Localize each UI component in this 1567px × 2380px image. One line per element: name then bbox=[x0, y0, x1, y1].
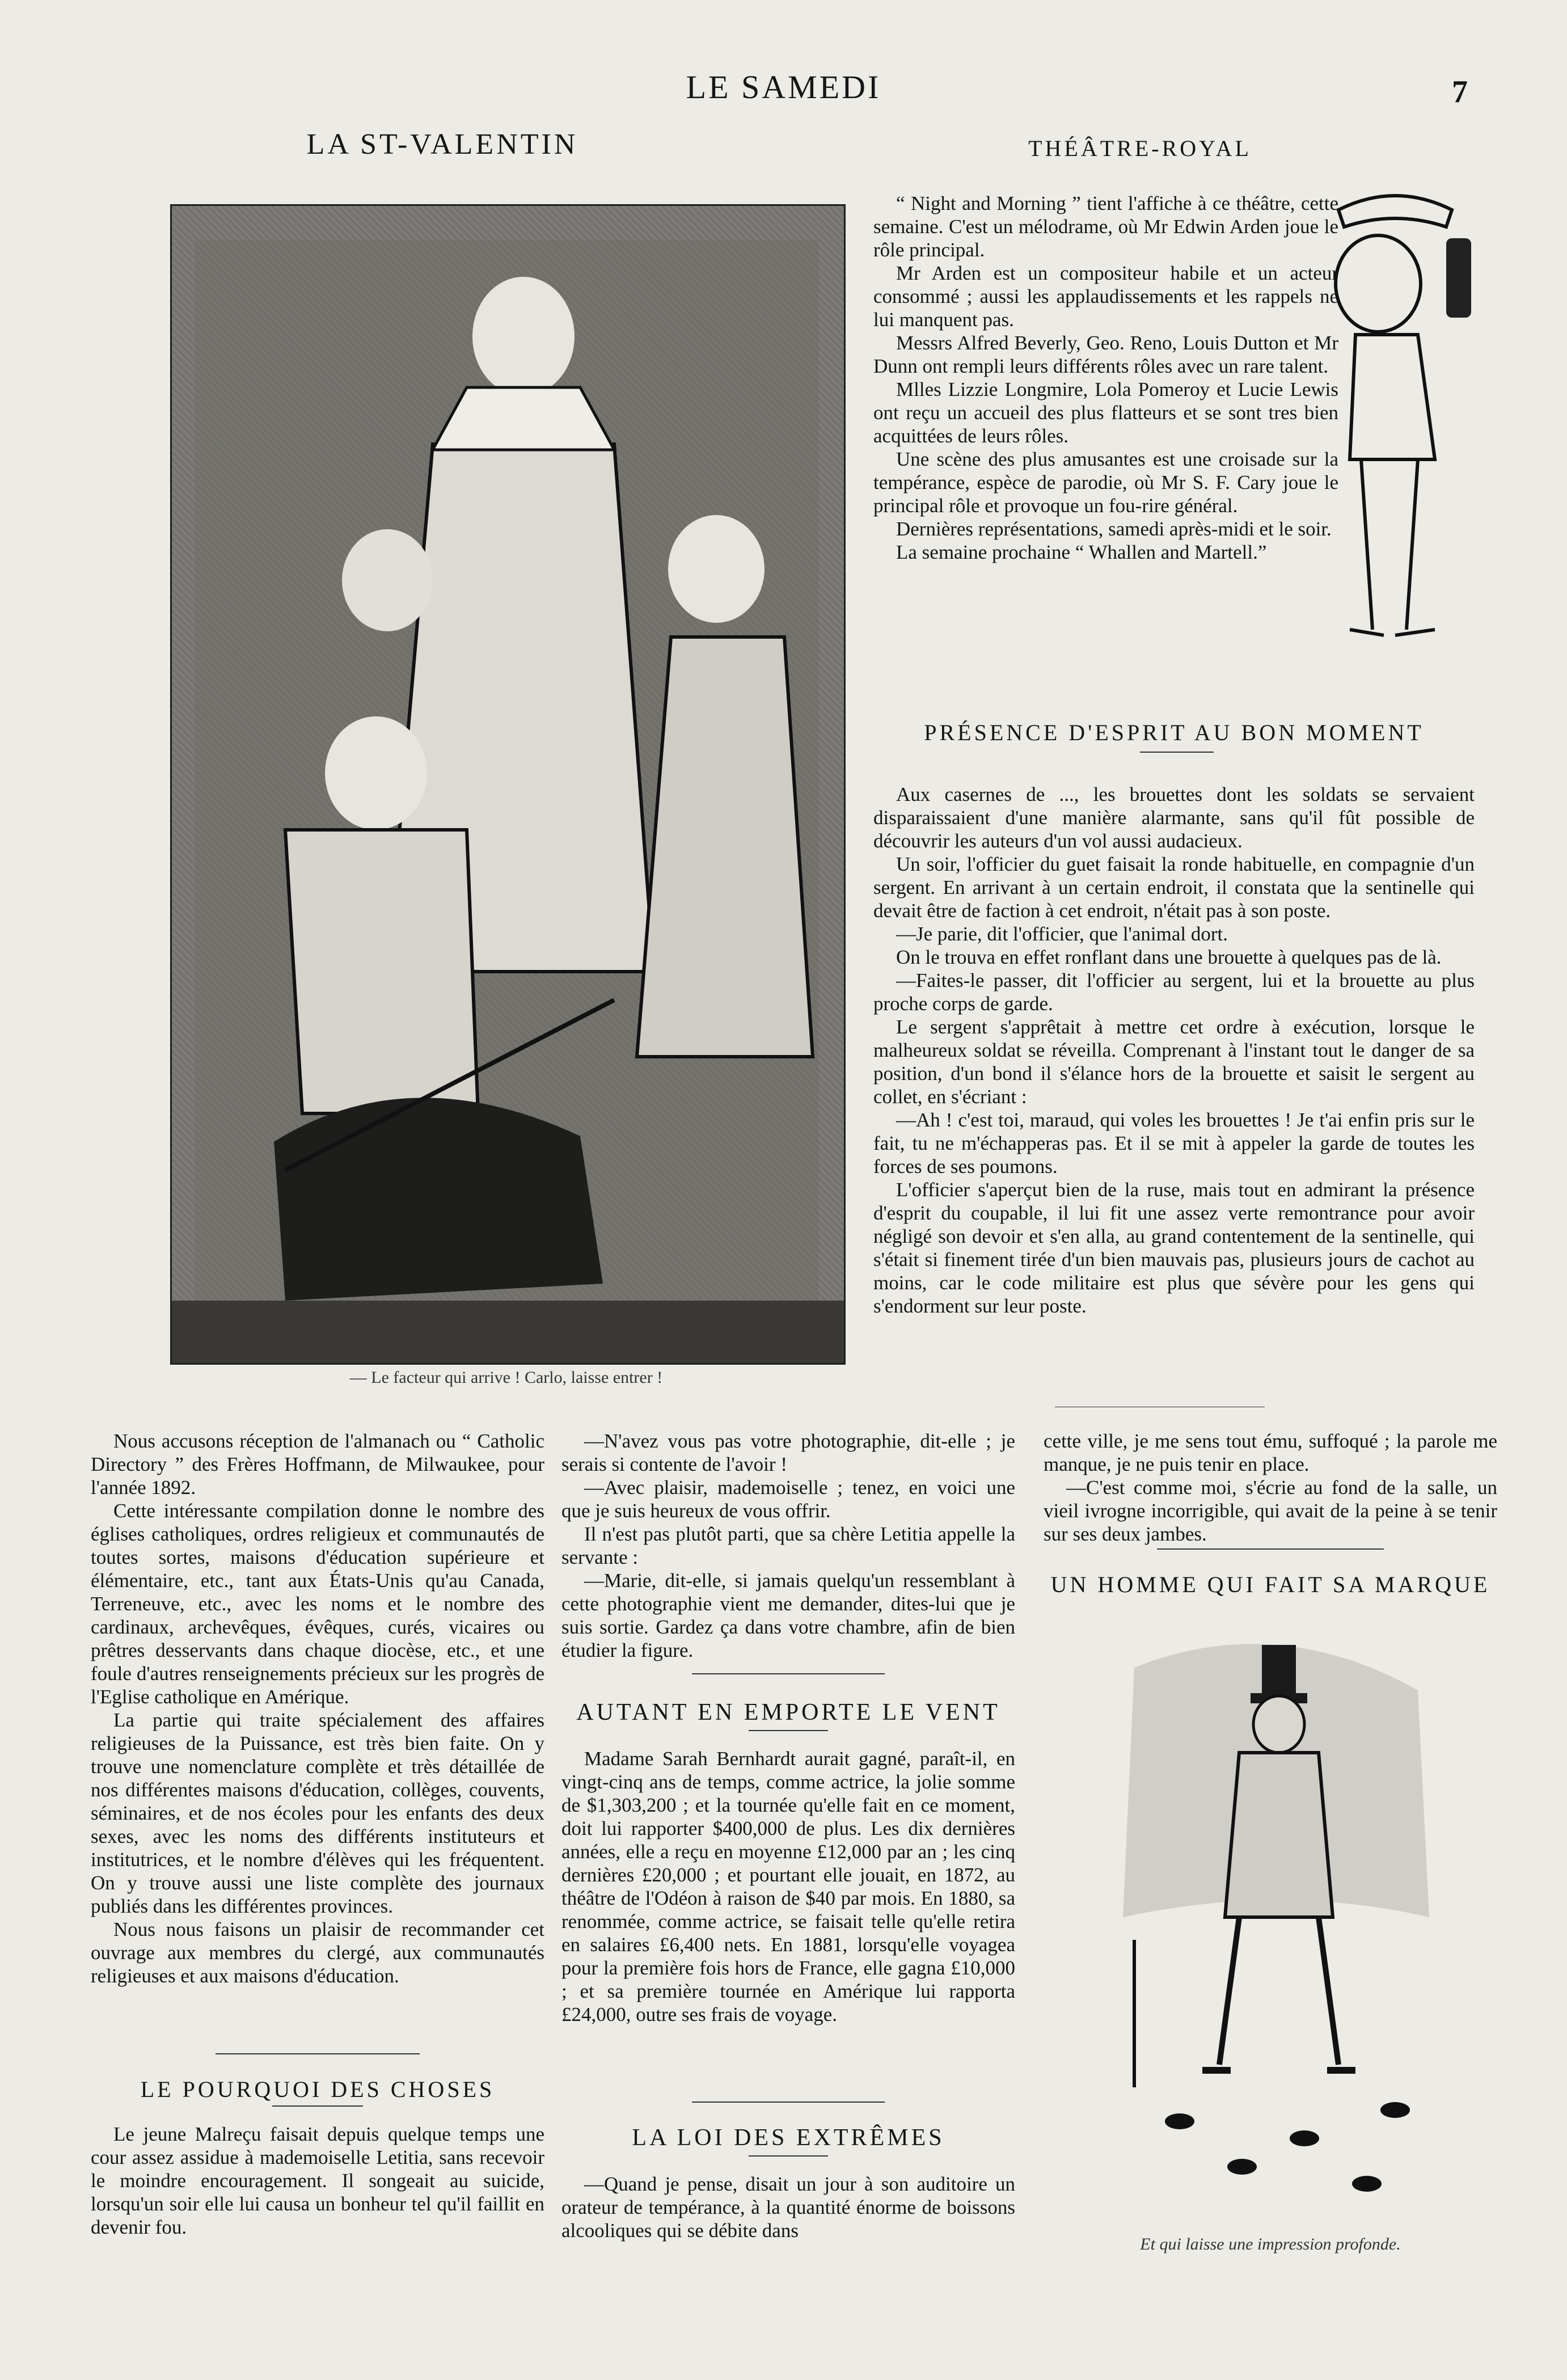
masthead-title: LE SAMEDI bbox=[686, 69, 881, 106]
autant-heading: AUTANT EN EMPORTE LE VENT bbox=[576, 1699, 1000, 1725]
theatre-heading: THÉÂTRE-ROYAL bbox=[1028, 136, 1252, 161]
page-number: 7 bbox=[1452, 74, 1468, 109]
presence-paragraph: —Ah ! c'est toi, maraud, qui voles les brouettes ! Je t'ai enfin pris sur le fait, tu ne m'échapperas pas. Et il se mit à appeler la garde de toutes les forces de ses poumons. bbox=[873, 1109, 1475, 1178]
theatre-article bbox=[873, 192, 1338, 564]
theatre-paragraph: “ Night and Morning ” tient l'affiche à ce théâtre, cette semaine. C'est un mélodrame, où Mr Edwin Arden joue le rôle principal. bbox=[873, 192, 1338, 261]
extremes-paragraph: —Quand je pense, disait un jour à son auditoire un orateur de tempérance, à la quantité énorme de boissons alcooliques qui se débite dans bbox=[561, 2173, 1015, 2242]
presence-paragraph: On le trouva en effet ronflant dans une brouette à quelques pas de là. bbox=[896, 946, 1442, 968]
presence-paragraph: Le sergent s'apprêtait à mettre cet ordre à exécution, lorsque le malheureux soldat se réveilla. Comprenant à l'instant tout le danger de sa position, d'un bond il s'élance hors de la brouette et saisit le sergent au collet, en s'écriant : bbox=[873, 1016, 1475, 1108]
autant-paragraph: Madame Sarah Bernhardt aurait gagné, paraît-il, en vingt-cinq ans de temps, comme actrice, la jolie somme de $1,303,200 ; et la tournée qu'elle fait en ce moment, doit lui rapporter $400,000 de plus. Les dix dernières années, elle a reçu en moyenne £12,000 par an ; les cinq dernières £20,000 ; et pourtant elle jouait, en 1872, au théâtre de l'Odéon à raison de $40 par mois. En 1880, sa renommée, comme actrice, se faisait telle qu'elle retira en salaires £6,400 nets. En 1881, lorsqu'elle voyagea pour la première fois hors de France, elle gagna £10,000 ; et sa première tournée en Amérique lui rapporta £24,000, outre ses frais de voyage. bbox=[561, 1748, 1015, 2025]
col2-paragraph: —Marie, dit-elle, si jamais quelqu'un ressemblant à cette photographie vient me demander, dites-lui que je suis sortie. Gardez ça dans votre chambre, afin de bien étudier la figure. bbox=[561, 1569, 1015, 1661]
col2-paragraph: —Avec plaisir, mademoiselle ; tenez, en voici une que je suis heureux de vous offrir. bbox=[561, 1476, 1015, 1522]
col1-paragraph: Cette intéressante compilation donne le nombre des églises catholiques, ordres religieux et communautés de toutes sortes, maisons d'éducation supérieure et élémentaire, etc., tant aux États-Unis qu'au Canada, Terreneuve, etc., avec les noms et le nombre des cardinaux, archevêques, évêques, curés, vicaires ou prêtres desservants dans chaque diocèse, etc., et une foule d'autres renseignements précieux sur les progrès de l'Eglise catholique en Amérique. bbox=[91, 1500, 544, 1708]
col1-paragraph: La partie qui traite spécialement des affaires religieuses de la Puissance, est très bien faite. On y trouve une nomenclature complète et très détaillée de nos différentes maisons d'éducation, collèges, couvents, séminaires, et de nos écoles pour les enfants des deux sexes, avec les noms des différents instituteurs et institutrices, et le nombre d'élèves qui les fréquentent. On y trouve aussi une liste complète des journaux publiés dans les différentes provinces. bbox=[91, 1709, 544, 1917]
heading-divider bbox=[749, 1730, 828, 1731]
extremes-article bbox=[561, 2172, 1015, 2242]
theatre-paragraph: Messrs Alfred Beverly, Geo. Reno, Louis Dutton et Mr Dunn ont rempli leurs différents rôles avec un rare talent. bbox=[873, 332, 1338, 377]
section-divider bbox=[216, 2053, 420, 2054]
col2-paragraph: Il n'est pas plutôt parti, que sa chère Letitia appelle la servante : bbox=[561, 1523, 1015, 1568]
presence-paragraph: —Faites-le passer, dit l'officier au sergent, lui et la brouette au plus proche corps de garde. bbox=[873, 969, 1475, 1015]
section-divider bbox=[692, 1673, 885, 1674]
sailor-caricature-illustration bbox=[1304, 187, 1492, 652]
st-valentin-illustration bbox=[170, 204, 846, 1365]
st-valentin-caption: — Le facteur qui arrive ! Carlo, laisse entrer ! bbox=[349, 1368, 663, 1387]
heading-divider bbox=[749, 2155, 828, 2157]
heading-divider bbox=[272, 2105, 363, 2107]
theatre-paragraph: La semaine prochaine “ Whallen and Martell.” bbox=[896, 541, 1267, 563]
presence-paragraph: Un soir, l'officier du guet faisait la ronde habituelle, en compagnie d'un sergent. En arrivant à un certain endroit, il constata que la sentinelle qui devait être de faction à cet endroit, n'était pas à son poste. bbox=[873, 853, 1475, 922]
col2-article bbox=[561, 1429, 1015, 1662]
heading-divider bbox=[1140, 752, 1214, 753]
pourquoi-article bbox=[91, 2122, 544, 2239]
col1-article bbox=[91, 1429, 544, 1987]
theatre-paragraph: Mlles Lizzie Longmire, Lola Pomeroy et Lucie Lewis ont reçu un accueil des plus flatteurs et se sont tres bien acquittées de leurs rôles. bbox=[873, 378, 1338, 447]
theatre-paragraph: Une scène des plus amusantes est une croisade sur la tempérance, espèce de parodie, où Mr S. F. Cary joue le principal rôle et provoque un fou-rire général. bbox=[873, 448, 1338, 517]
pourquoi-heading: LE POURQUOI DES CHOSES bbox=[140, 2077, 495, 2102]
st-valentin-drawing bbox=[172, 206, 844, 1363]
section-divider bbox=[1157, 1548, 1384, 1550]
presence-heading: PRÉSENCE D'ESPRIT AU BON MOMENT bbox=[924, 720, 1424, 745]
theatre-paragraph: Dernières représentations, samedi après-midi et le soir. bbox=[896, 518, 1332, 540]
presence-paragraph: —Je parie, dit l'officier, que l'animal dort. bbox=[896, 923, 1228, 945]
homme-drawing bbox=[1112, 1622, 1441, 2235]
presence-article bbox=[873, 783, 1475, 1318]
presence-paragraph: Aux casernes de ..., les brouettes dont les soldats se servaient disparaissaient d'une manière alarmante, sans qu'il fût possible de découvrir les auteurs d'un vol aussi audacieux. bbox=[873, 783, 1475, 852]
col1-paragraph: Nous accusons réception de l'almanach ou “ Catholic Directory ” des Frères Hoffmann, de Milwaukee, pour l'année 1892. bbox=[91, 1430, 544, 1499]
section-divider bbox=[692, 2102, 885, 2103]
pourquoi-paragraph: Le jeune Malreçu faisait depuis quelque temps une cour assez assidue à mademoiselle Letitia, sans recevoir le moindre encouragement. Il songeait au suicide, lorsqu'un soir elle lui causa un bonheur tel qu'il faillit en devenir fou. bbox=[91, 2123, 544, 2238]
homme-heading: UN HOMME QUI FAIT SA MARQUE bbox=[1050, 1572, 1490, 1597]
extremes-heading: LA LOI DES EXTRÊMES bbox=[632, 2125, 945, 2151]
col2-paragraph: —N'avez vous pas votre photographie, dit-elle ; je serais si contente de l'avoir ! bbox=[561, 1430, 1015, 1475]
sailor-drawing bbox=[1304, 187, 1492, 652]
theatre-paragraph: Mr Arden est un compositeur habile et un acteur consommé ; aussi les applaudissements et les rappels ne lui manquent pas. bbox=[873, 262, 1338, 331]
presence-paragraph: L'officier s'aperçut bien de la ruse, mais tout en admirant la présence d'esprit du coupable, il lui fit une assez verte remontrance pour avoir négligé son devoir et s'en alla, au grand contentement de la sentinelle, qui s'était si finement tirée d'un bien mauvais pas, plusieurs jours de cachot au moins, car le code militaire est plus que sévère pour les gens qui s'endorment sur leur poste. bbox=[873, 1179, 1475, 1317]
homme-caption: Et qui laisse une impression profonde. bbox=[1140, 2235, 1401, 2254]
homme-illustration bbox=[1112, 1622, 1441, 2235]
col3-article bbox=[1044, 1429, 1497, 1546]
col3-paragraph: —C'est comme moi, s'écrie au fond de la salle, un vieil ivrogne incorrigible, qui avait de la peine à se tenir sur ses deux jambes. bbox=[1044, 1476, 1497, 1545]
st-valentin-heading: LA ST-VALENTIN bbox=[306, 128, 578, 161]
col1-paragraph: Nous nous faisons un plaisir de recommander cet ouvrage aux membres du clergé, aux communautés religieuses et aux maisons d'éducation. bbox=[91, 1918, 544, 1987]
autant-article bbox=[561, 1747, 1015, 2026]
col3-paragraph: cette ville, je me sens tout ému, suffoqué ; la parole me manque, je ne puis tenir en place. bbox=[1044, 1430, 1497, 1475]
